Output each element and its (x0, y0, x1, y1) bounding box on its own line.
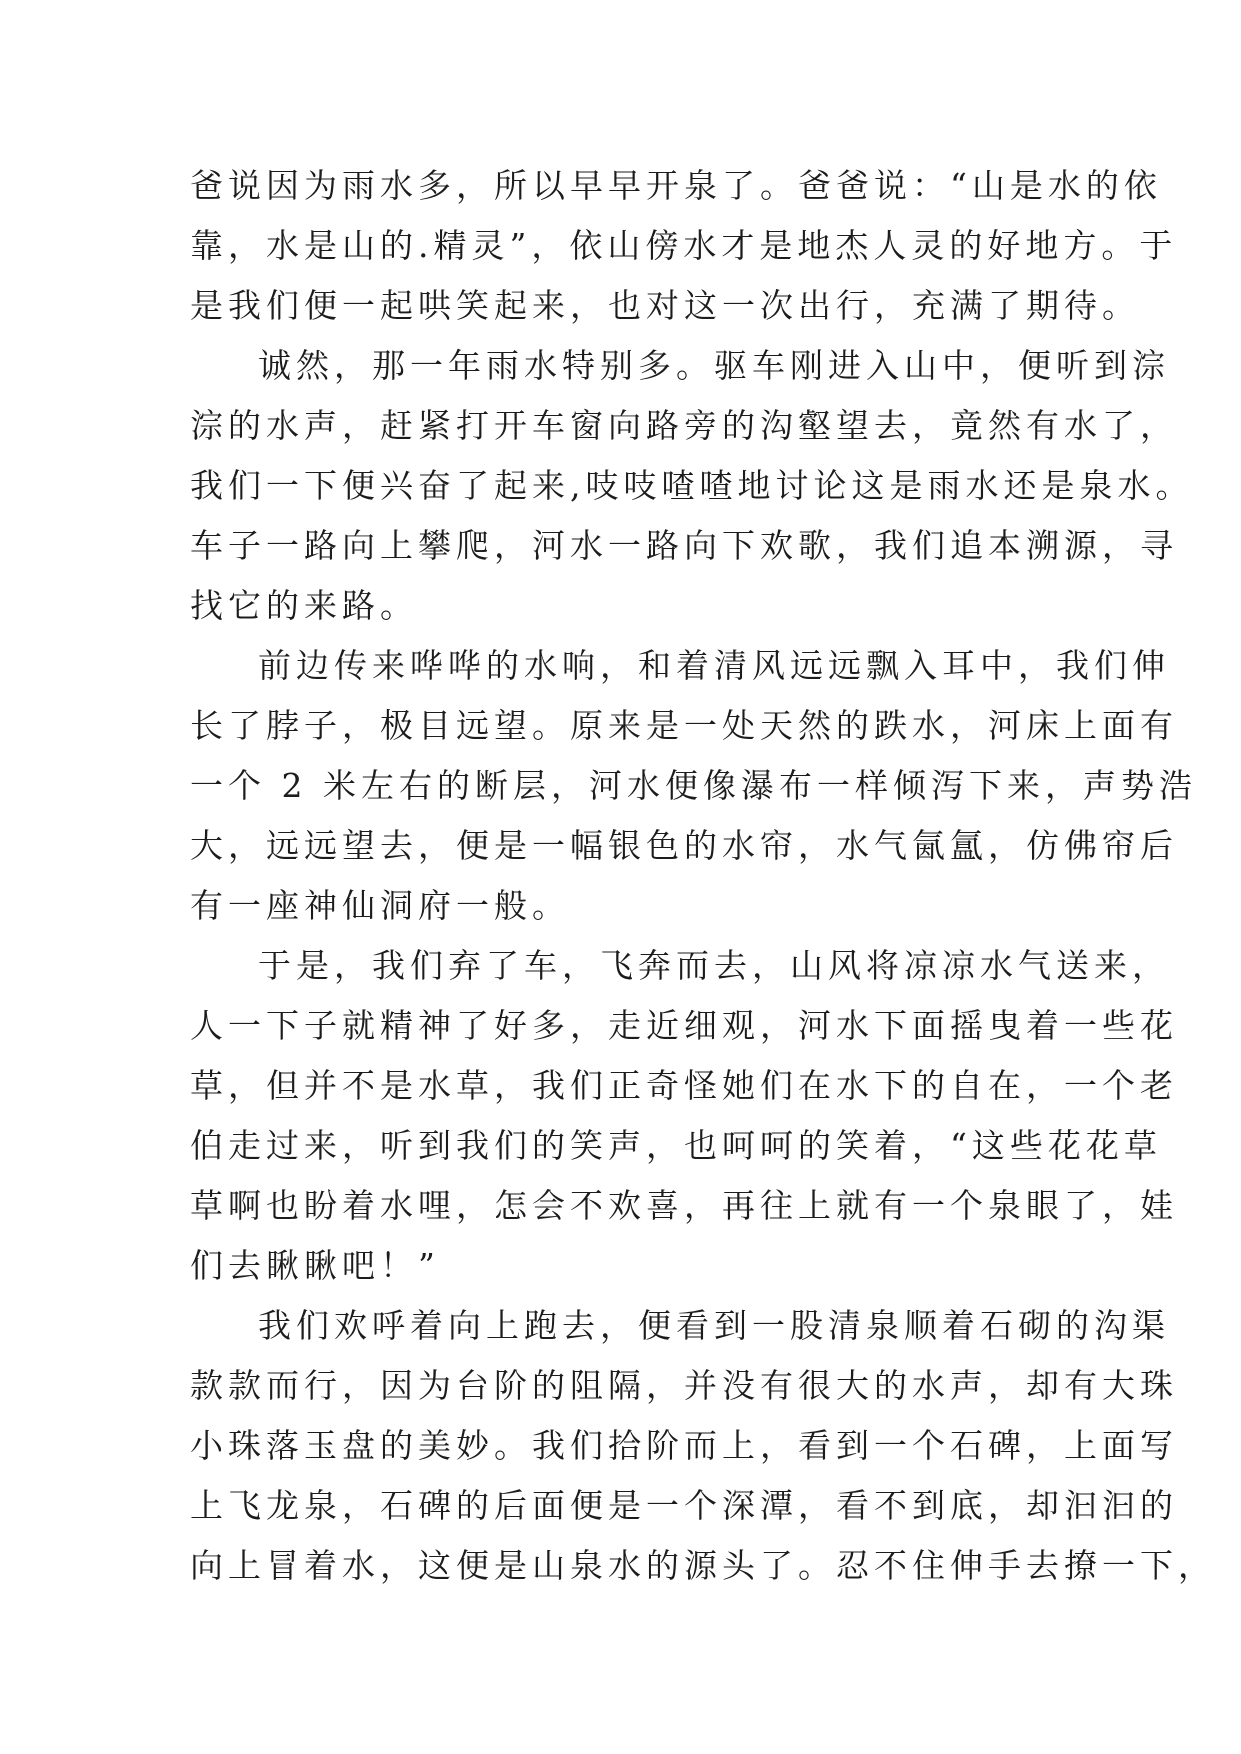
text-line: 上飞龙泉，石碑的后面便是一个深潭，看不到底，却汩汩的 (190, 1486, 1178, 1525)
text-line: 我们一下便兴奋了起来,吱吱喳喳地讨论这是雨水还是泉水。 (190, 466, 1194, 505)
text-line: 找它的来路。 (190, 586, 418, 625)
body-text (190, 156, 1216, 1596)
text-line: 伯走过来，听到我们的笑声，也呵呵的笑着，“这些花花草 (190, 1126, 1162, 1165)
text-line: 诚然，那一年雨水特别多。驱车刚进入山中，便听到淙 (258, 346, 1170, 385)
text-line: 们去瞅瞅吧！” (190, 1246, 440, 1285)
text-line: 一个 2 米左右的断层，河水便像瀑布一样倾泻下来，声势浩 (190, 766, 1197, 805)
text-line: 爸说因为雨水多，所以早早开泉了。爸爸说：“山是水的依 (190, 166, 1162, 205)
text-line: 靠，水是山的.精灵”，依山傍水才是地杰人灵的好地方。于 (190, 226, 1178, 265)
text-line: 于是，我们弃了车，飞奔而去，山风将凉凉水气送来， (258, 946, 1170, 985)
text-line: 人一下子就精神了好多，走近细观，河水下面摇曳着一些花 (190, 1006, 1178, 1045)
text-line: 向上冒着水，这便是山泉水的源头了。忍不住伸手去撩一下， (190, 1546, 1216, 1585)
text-line: 淙的水声，赶紧打开车窗向路旁的沟壑望去，竟然有水了， (190, 406, 1178, 445)
text-line: 小珠落玉盘的美妙。我们拾阶而上，看到一个石碑，上面写 (190, 1426, 1178, 1465)
text-line: 我们欢呼着向上跑去，便看到一股清泉顺着石砌的沟渠 (258, 1306, 1170, 1345)
text-line: 前边传来哗哗的水响，和着清风远远飘入耳中，我们伸 (258, 646, 1170, 685)
text-line: 款款而行，因为台阶的阻隔，并没有很大的水声，却有大珠 (190, 1366, 1178, 1405)
text-line: 是我们便一起哄笑起来，也对这一次出行，充满了期待。 (190, 286, 1140, 325)
text-line: 有一座神仙洞府一般。 (190, 886, 570, 925)
text-line: 长了脖子，极目远望。原来是一处天然的跌水，河床上面有 (190, 706, 1178, 745)
text-line: 大，远远望去，便是一幅银色的水帘，水气氤氲，仿佛帘后 (190, 826, 1178, 865)
text-line: 车子一路向上攀爬，河水一路向下欢歌，我们追本溯源，寻 (190, 526, 1178, 565)
text-line: 草啊也盼着水哩，怎会不欢喜，再往上就有一个泉眼了，娃 (190, 1186, 1178, 1225)
text-line: 草，但并不是水草，我们正奇怪她们在水下的自在，一个老 (190, 1066, 1178, 1105)
